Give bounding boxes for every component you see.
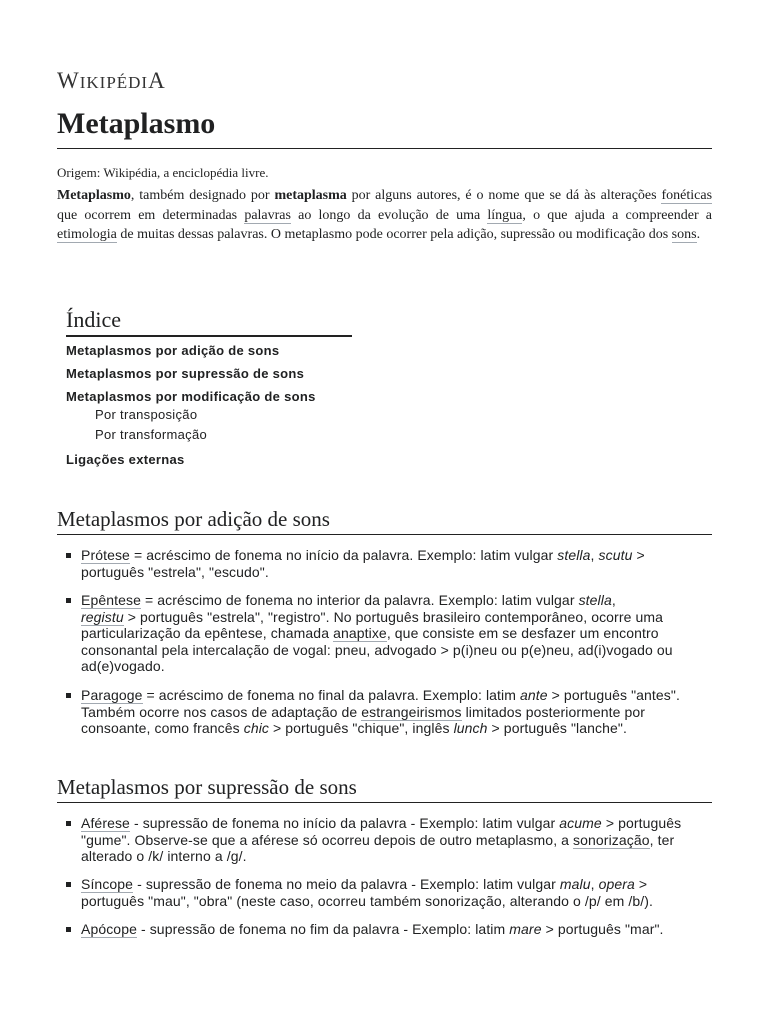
item-text: , <box>590 547 599 563</box>
list-item <box>57 547 711 580</box>
section-heading-supressao: Metaplasmos por supressão de sons <box>57 774 712 803</box>
example-word: acume <box>559 815 602 831</box>
link-protese[interactable]: Prótese <box>81 547 130 563</box>
toc-item-ligacoes[interactable]: Ligações externas <box>66 452 185 467</box>
logo-middle-letters: IKIPÉDI <box>79 73 149 92</box>
page-title: Metaplasmo <box>57 104 712 149</box>
toc-item-modificacao[interactable]: Metaplasmos por modificação de sons <box>66 389 316 404</box>
table-of-contents <box>66 305 352 467</box>
link-sonorizacao[interactable]: sonorização <box>573 831 650 848</box>
example-word: chic <box>243 720 270 736</box>
item-text: > português "estrela", "registro". No português brasileiro contemporâneo, ocorre uma particularização da epêntese, chamada <box>81 608 663 641</box>
list-item <box>57 687 711 737</box>
intro-term: Metaplasmo <box>57 188 131 203</box>
section-heading-adicao: Metaplasmos por adição de sons <box>57 506 712 535</box>
example-word: lunch <box>453 720 488 736</box>
item-text: > <box>632 547 645 563</box>
item-text: - supressão de fonema no fim da palavra - Exemplo: latim <box>136 921 510 937</box>
intro-text: , também designado por <box>130 188 275 203</box>
item-text: - supressão de fonema no meio da palavra - Exemplo: latim vulgar <box>133 876 560 892</box>
example-word: malu <box>559 876 591 892</box>
link-aferese[interactable]: Aférese <box>81 815 130 831</box>
item-text: , <box>611 592 616 608</box>
link-sons[interactable]: sons <box>671 227 697 242</box>
example-word: opera <box>598 876 635 892</box>
item-text: = acréscimo de fonema no interior da palavra. Exemplo: latim vulgar <box>140 592 579 608</box>
toc-item-supressao[interactable]: Metaplasmos por supressão de sons <box>66 366 305 381</box>
link-sincope[interactable]: Síncope <box>81 876 134 892</box>
logo-last-letter: A <box>148 68 166 93</box>
intro-text: de muitas dessas palavras. O metaplasmo pode ocorrer pela adição, supressão ou modificação dos <box>116 227 672 242</box>
list-item <box>57 876 711 909</box>
intro-text: , o que ajuda a compreender a <box>522 207 712 223</box>
toc-title: Índice <box>66 305 352 337</box>
item-text: - supressão de fonema no início da palavra - Exemplo: latim vulgar <box>129 815 560 831</box>
example-word: stella <box>578 592 612 608</box>
link-foneticas[interactable]: fonéticas <box>661 188 713 203</box>
example-word: stella <box>557 547 591 563</box>
list-item <box>57 921 711 938</box>
link-paragoge[interactable]: Paragoge <box>81 687 143 703</box>
intro-text: que ocorrem em determinadas <box>57 207 245 223</box>
example-word: ante <box>520 687 548 703</box>
item-text: , ter alterado o /k/ interno a /g/. <box>81 831 675 864</box>
item-text: , que consiste em se desfazer um encontro consonantal pela intercalação de vogal: pneu, advogado > p(i)neu ou p(e)neu, ad(i)vogado ou ad(e)vogado. <box>81 625 673 674</box>
toc-item-transposicao[interactable]: Por transposição <box>95 407 198 422</box>
item-text: > português "mar". <box>541 921 664 937</box>
link-anaptixe[interactable]: anaptixe <box>333 625 387 641</box>
intro-text: por alguns autores, é o nome que se dá às alterações <box>346 188 662 203</box>
item-text: = acréscimo de fonema no início da palavra. Exemplo: latim vulgar <box>129 547 558 563</box>
link-epentese[interactable]: Epêntese <box>81 592 141 608</box>
item-text: > português "mau", "obra" (neste caso, ocorreu também sonorização, alterando o /p/ em /b/). <box>81 876 653 909</box>
list-item <box>57 592 711 675</box>
intro-alt-term: metaplasma <box>274 188 347 203</box>
list-item <box>57 815 711 865</box>
link-palavras[interactable]: palavras <box>244 207 291 223</box>
logo-first-letter: W <box>57 68 80 93</box>
toc-item-transformacao[interactable]: Por transformação <box>95 427 208 442</box>
intro-text: . <box>696 227 701 242</box>
item-text: > português "lanche". <box>487 720 627 736</box>
link-estrangeirismos[interactable]: estrangeirismos <box>361 703 462 720</box>
origin-note: Origem: Wikipédia, a enciclopédia livre. <box>57 165 269 180</box>
item-text: limitados posteriormente por consoante, como francês <box>81 703 646 736</box>
wikipedia-logo[interactable] <box>57 68 166 94</box>
example-word: mare <box>509 921 542 937</box>
item-text: > português "gume". Observe-se que a aférese só ocorreu depois de outro metaplasmo, a <box>81 815 682 848</box>
intro-paragraph <box>57 186 712 245</box>
item-text: > português "chique", inglês <box>269 720 454 736</box>
item-text: = acréscimo de fonema no final da palavra. Exemplo: latim <box>142 687 521 703</box>
link-apocope[interactable]: Apócope <box>81 921 137 937</box>
intro-text: ao longo da evolução de uma <box>290 207 488 223</box>
item-text: , <box>590 876 599 892</box>
item-text: > português "antes". Também ocorre nos casos de adaptação de <box>81 687 680 720</box>
toc-item-adicao[interactable]: Metaplasmos por adição de sons <box>66 343 280 358</box>
link-lingua[interactable]: língua <box>487 207 523 223</box>
toc-list <box>66 343 352 467</box>
example-word: scutu <box>598 547 633 563</box>
link-etimologia[interactable]: etimologia <box>57 227 117 242</box>
link-registu[interactable]: registu <box>81 608 124 625</box>
item-text: português "estrela", "escudo". <box>81 563 269 580</box>
